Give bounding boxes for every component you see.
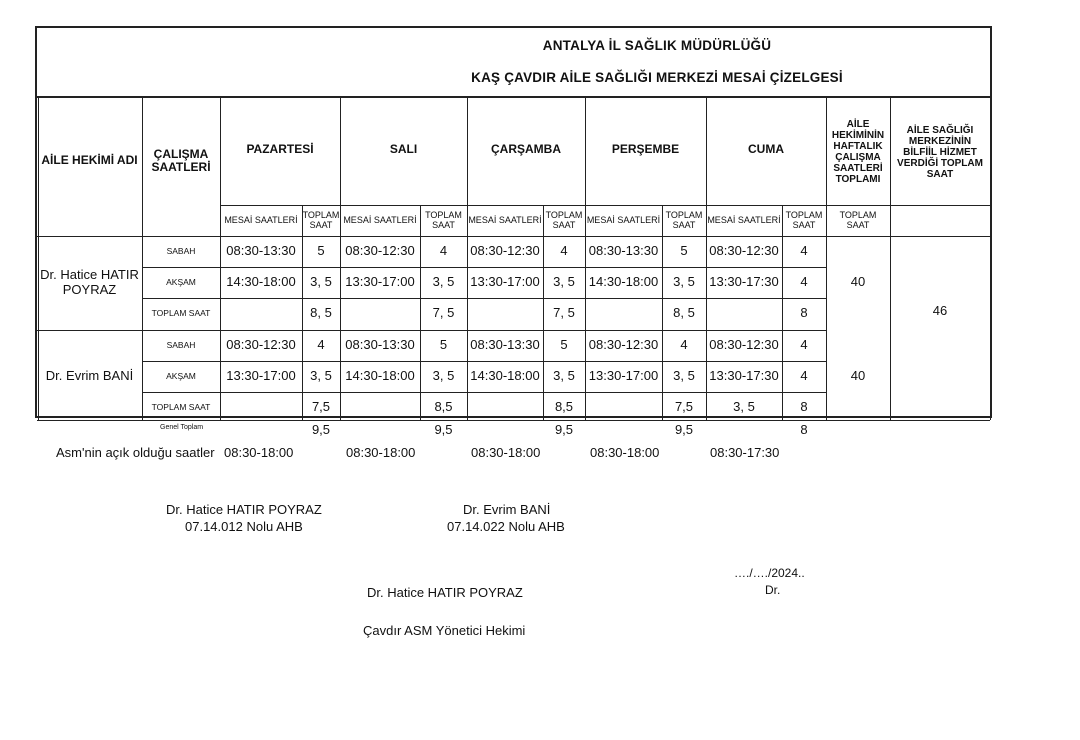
toplam-cell: 5	[680, 243, 688, 259]
grid-hline	[220, 205, 990, 206]
mesai-cell: 13:30-17:30	[709, 368, 779, 384]
col-header-day: PERŞEMBE	[611, 142, 680, 157]
mesai-cell: 13:30-17:00	[588, 368, 659, 384]
genel-toplam-label: Genel Toplam	[160, 424, 204, 431]
weekly-total-value: 40	[850, 273, 866, 289]
row-label: TOPLAM SAAT	[151, 307, 211, 318]
genel-toplam-value: 8	[800, 421, 808, 437]
sub-header-toplam: TOPLAM SAAT	[785, 210, 823, 230]
mesai-cell: 3, 5	[733, 399, 755, 415]
open-hours-value: 08:30-18:00	[590, 445, 660, 460]
toplam-cell: 8	[800, 305, 808, 321]
col-header-day: CUMA	[748, 142, 784, 157]
mesai-cell: 13:30-17:00	[226, 368, 296, 384]
toplam-cell: 3, 5	[673, 368, 695, 384]
signature-1-unit: 07.14.012 Nolu AHB	[185, 519, 303, 534]
toplam-cell: 5	[439, 337, 448, 353]
header-title: KAŞ ÇAVDIR AİLE SAĞLIĞI MERKEZİ MESAİ ÇİZELGESİ	[471, 70, 843, 85]
manager-name: Dr. Hatice HATIR POYRAZ	[367, 585, 523, 600]
sub-header-mesai: MESAİ SAATLERİ	[586, 215, 661, 226]
doctor-name: Dr. Hatice HATIR POYRAZ	[40, 267, 139, 297]
toplam-cell: 3, 5	[673, 274, 695, 290]
col-header-center-total: AİLE SAĞLIĞI MERKEZİNİN BİLFİİL HİZMET VERDİĞİ TOPLAM SAAT	[897, 124, 983, 180]
toplam-cell: 3, 5	[553, 368, 575, 384]
toplam-cell: 7,5	[311, 399, 331, 415]
toplam-cell: 5	[560, 337, 568, 353]
col-header-work-hours: ÇALIŞMA SAATLERİ	[151, 146, 211, 174]
mesai-cell: 08:30-13:30	[345, 337, 415, 353]
toplam-cell: 7, 5	[553, 305, 575, 321]
signature-2-name: Dr. Evrim BANİ	[463, 502, 551, 517]
center-total-value: 46	[932, 302, 948, 318]
row-label: AKŞAM	[166, 276, 196, 287]
signature-1-name: Dr. Hatice HATIR POYRAZ	[166, 502, 322, 517]
signature-date: …./…./2024..	[734, 566, 805, 580]
toplam-cell: 7, 5	[432, 305, 455, 321]
mesai-cell: 13:30-17:00	[470, 274, 540, 290]
mesai-cell: 08:30-12:30	[588, 337, 659, 353]
col-header-day: ÇARŞAMBA	[491, 142, 561, 157]
toplam-cell: 4	[800, 274, 808, 290]
mesai-cell: 08:30-12:30	[470, 243, 540, 259]
mesai-cell: 08:30-12:30	[709, 243, 779, 259]
mesai-cell: 13:30-17:00	[345, 274, 415, 290]
toplam-cell: 8, 5	[310, 305, 332, 321]
col-header-weekly-total: AİLE HEKİMİNİN HAFTALIK ÇALIŞMA SAATLERİ TOPLAMI	[831, 119, 885, 185]
open-hours-value: 08:30-18:00	[224, 445, 294, 460]
row-label: SABAH	[166, 245, 196, 256]
mesai-cell	[706, 298, 782, 329]
mesai-cell: 13:30-17:30	[709, 274, 779, 290]
toplam-cell: 4	[800, 368, 808, 384]
toplam-cell: 4	[439, 243, 448, 259]
header-divider	[37, 96, 990, 98]
toplam-cell: 5	[317, 243, 325, 259]
genel-toplam-value: 9,5	[554, 421, 574, 437]
mesai-cell: 08:30-13:30	[588, 243, 659, 259]
sub-header-toplam: TOPLAM SAAT	[665, 210, 703, 230]
mesai-cell: 08:30-12:30	[345, 243, 415, 259]
genel-toplam-value: 9,5	[311, 421, 331, 437]
sub-header-total-hour: TOPLAM SAAT	[839, 210, 877, 230]
open-hours-value: 08:30-17:30	[710, 445, 780, 460]
mesai-cell	[220, 298, 302, 329]
toplam-cell: 3, 5	[432, 368, 455, 384]
toplam-cell: 8,5	[434, 399, 453, 415]
col-header-day: SALI	[389, 142, 418, 157]
row-label: TOPLAM SAAT	[151, 401, 211, 412]
row-label: AKŞAM	[166, 370, 196, 381]
sub-header-mesai: MESAİ SAATLERİ	[343, 215, 417, 226]
sub-header-mesai: MESAİ SAATLERİ	[707, 215, 781, 226]
mesai-cell: 14:30-18:00	[470, 368, 540, 384]
mesai-cell: 08:30-12:30	[709, 337, 779, 353]
genel-toplam-value: 9,5	[674, 421, 694, 437]
mesai-cell	[340, 392, 420, 423]
signature-2-unit: 07.14.022 Nolu AHB	[447, 519, 565, 534]
mesai-cell: 08:30-12:30	[226, 337, 296, 353]
weekly-total-value: 40	[850, 367, 866, 383]
header-directorate: ANTALYA İL SAĞLIK MÜDÜRLÜĞÜ	[542, 38, 772, 53]
open-hours-value: 08:30-18:00	[346, 445, 416, 460]
genel-toplam-value: 9,5	[434, 421, 453, 437]
mesai-cell: 14:30-18:00	[588, 274, 659, 290]
mesai-cell: 08:30-13:30	[226, 243, 296, 259]
toplam-cell: 3, 5	[553, 274, 575, 290]
toplam-cell: 3, 5	[432, 274, 455, 290]
toplam-cell: 4	[560, 243, 568, 259]
toplam-cell: 8, 5	[673, 305, 695, 321]
sub-header-toplam: TOPLAM SAAT	[545, 210, 583, 230]
toplam-cell: 7,5	[674, 399, 694, 415]
manager-title: Çavdır ASM Yönetici Hekimi	[363, 623, 526, 638]
toplam-cell: 4	[800, 243, 808, 259]
grid-vline	[990, 96, 991, 420]
row-label: SABAH	[166, 339, 196, 350]
toplam-cell: 4	[680, 337, 688, 353]
toplam-cell: 4	[800, 337, 808, 353]
col-header-doctor: AİLE HEKİMİ ADI	[41, 153, 138, 168]
mesai-cell: 08:30-13:30	[470, 337, 540, 353]
mesai-cell: 14:30-18:00	[345, 368, 415, 384]
mesai-cell	[467, 392, 543, 423]
mesai-cell	[585, 298, 662, 329]
sub-header-toplam: TOPLAM SAAT	[425, 210, 462, 230]
open-hours-value: 08:30-18:00	[471, 445, 541, 460]
toplam-cell: 3, 5	[310, 274, 332, 290]
sub-header-toplam: TOPLAM SAAT	[302, 210, 340, 230]
mesai-cell: 14:30-18:00	[226, 274, 296, 290]
toplam-cell: 3, 5	[310, 368, 332, 384]
grid-vline	[890, 96, 891, 420]
col-header-day: PAZARTESİ	[246, 142, 314, 157]
mesai-cell	[467, 298, 543, 329]
mesai-cell	[220, 392, 302, 423]
signature-date-dr: Dr.	[765, 583, 781, 597]
mesai-cell	[585, 392, 662, 423]
doctor-name: Dr. Evrim BANİ	[45, 368, 134, 384]
toplam-cell: 4	[317, 337, 325, 353]
toplam-cell: 8,5	[554, 399, 574, 415]
mesai-cell	[340, 298, 420, 329]
open-hours-label: Asm'nin açık olduğu saatler	[56, 445, 215, 460]
toplam-cell: 8	[800, 399, 808, 415]
sub-header-mesai: MESAİ SAATLERİ	[468, 215, 542, 226]
sub-header-mesai: MESAİ SAATLERİ	[224, 215, 298, 226]
